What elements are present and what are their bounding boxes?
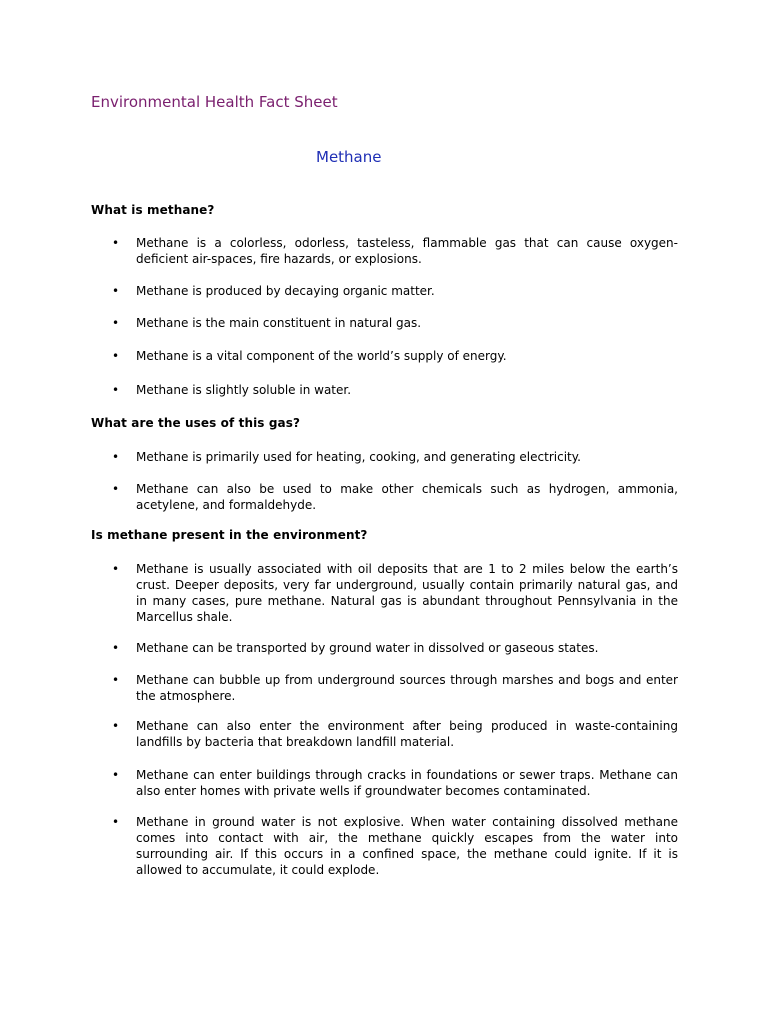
bullet-icon: • <box>112 719 120 733</box>
section-heading-uses: What are the uses of this gas? <box>91 416 301 430</box>
bullet-icon: • <box>112 482 120 496</box>
bullet-icon: • <box>112 562 120 576</box>
bullet-icon: • <box>112 316 120 330</box>
bullet-icon: • <box>112 349 120 363</box>
bullet-icon: • <box>112 236 120 250</box>
section-heading-environment: Is methane present in the environment? <box>91 528 368 542</box>
bullet-icon: • <box>112 815 120 829</box>
document-title: Environmental Health Fact Sheet <box>91 93 338 111</box>
list-item: Methane can also enter the environment after being produced in waste-containing landfills by bacteria that breakdown landfill material. <box>136 719 678 749</box>
bullet-icon: • <box>112 450 120 464</box>
bullet-icon: • <box>112 284 120 298</box>
list-item: Methane can enter buildings through cracks in foundations or sewer traps. Methane can also enter homes with private wells if groundwater becomes contaminated. <box>136 768 678 798</box>
document-subtitle: Methane <box>316 148 382 166</box>
list-item: Methane is primarily used for heating, cooking, and generating electricity. <box>136 450 581 464</box>
bullet-icon: • <box>112 383 120 397</box>
list-item: Methane is slightly soluble in water. <box>136 383 352 397</box>
list-item: Methane is produced by decaying organic matter. <box>136 284 435 298</box>
list-item: Methane is the main constituent in natural gas. <box>136 316 422 330</box>
list-item: Methane in ground water is not explosive. When water containing dissolved methane comes into contact with air, the methane quickly escapes from the water into surrounding air. If this occurs in a confined space, the methane could ignite. If it is allowed to accumulate, it could explode. <box>136 815 678 877</box>
list-item: Methane is a colorless, odorless, tasteless, flammable gas that can cause oxygen-deficient air-spaces, fire hazards, or explosions. <box>136 236 678 266</box>
bullet-icon: • <box>112 768 120 782</box>
list-item: Methane can also be used to make other chemicals such as hydrogen, ammonia, acetylene, and formaldehyde. <box>136 482 678 512</box>
list-item: Methane can be transported by ground water in dissolved or gaseous states. <box>136 641 599 655</box>
bullet-icon: • <box>112 673 120 687</box>
list-item: Methane is a vital component of the world’s supply of energy. <box>136 349 507 363</box>
list-item: Methane can bubble up from underground sources through marshes and bogs and enter the atmosphere. <box>136 673 678 703</box>
section-heading-what-is-methane: What is methane? <box>91 203 215 217</box>
bullet-icon: • <box>112 641 120 655</box>
list-item: Methane is usually associated with oil deposits that are 1 to 2 miles below the earth’s crust. Deeper deposits, very far underground, usually contain primarily natural gas, and in many cases, pure methane. Natural gas is abundant throughout Pennsylvania in the Marcellus shale. <box>136 562 678 624</box>
